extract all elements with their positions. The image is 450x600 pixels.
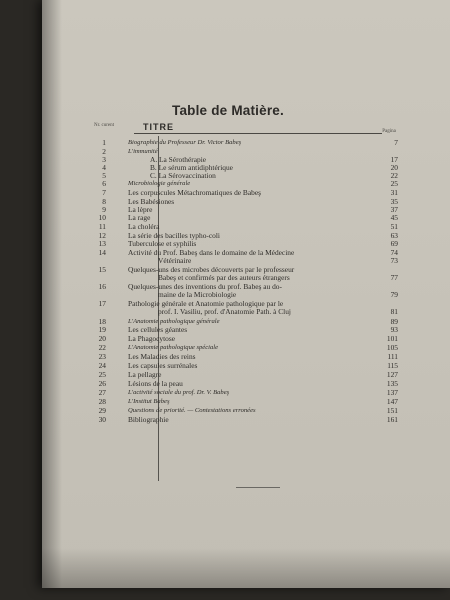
toc-row xyxy=(42,139,450,147)
toc-row-number: 14 xyxy=(98,248,106,257)
toc-row-page: 74 xyxy=(390,248,398,257)
toc-row-title: Microbiologie générale xyxy=(128,180,191,187)
toc-row-page: 147 xyxy=(386,397,398,406)
toc-row-title: Les cellules géantes xyxy=(128,325,188,334)
toc-row-number: 4 xyxy=(102,163,106,172)
toc-row-page: 63 xyxy=(390,231,398,240)
toc-row-number: 29 xyxy=(98,406,106,415)
toc-row-number: 12 xyxy=(98,231,106,240)
toc-row-title: Pathologie générale et Anatomie pathologique par le xyxy=(128,299,284,308)
toc-row-title: Biographie du Professeur Dr. Victor Babeş xyxy=(128,139,242,146)
toc-row-number: 28 xyxy=(98,397,106,406)
toc-row-title: Vétérinaire xyxy=(158,256,192,265)
toc-row-number: 27 xyxy=(98,388,106,397)
toc-row xyxy=(42,249,450,257)
toc-row-title: Tuberculose et syphilis xyxy=(128,239,197,248)
toc-row-number: 24 xyxy=(98,361,106,370)
toc-row-title: L'Anatomie pathologique spéciale xyxy=(128,344,219,351)
toc-row xyxy=(42,223,450,231)
toc-row-title: La lèpre xyxy=(128,205,153,214)
toc-row xyxy=(42,180,450,188)
toc-row-page: 127 xyxy=(386,370,398,379)
toc-row-page: 22 xyxy=(390,171,398,180)
toc-row-number: 16 xyxy=(98,282,106,291)
toc-row-number: 20 xyxy=(98,334,106,343)
toc-row-number: 10 xyxy=(98,213,106,222)
toc-row-page: 115 xyxy=(387,361,398,370)
toc-row-title: La série des bacilles typho-coli xyxy=(128,231,220,240)
toc-row-page: 37 xyxy=(390,205,398,214)
toc-row xyxy=(42,283,450,291)
toc-row xyxy=(42,214,450,222)
toc-row-title: Quelques-unes des inventions du prof. Babeş au do- xyxy=(128,282,282,291)
toc-row xyxy=(42,371,450,379)
column-header-page: Pagina xyxy=(382,129,396,134)
end-rule xyxy=(236,487,280,488)
toc-row-title: B. Le sérum antidiphtérique xyxy=(150,163,233,172)
toc-row-page: 69 xyxy=(390,239,398,248)
column-header-number: Nr. curent xyxy=(94,123,114,128)
toc-row-number: 11 xyxy=(98,222,106,231)
toc-row-page: 151 xyxy=(386,406,398,415)
header-rule xyxy=(134,133,382,134)
toc-row-number: 18 xyxy=(98,317,106,326)
toc-row-number: 8 xyxy=(102,197,106,206)
toc-row xyxy=(42,389,450,397)
toc-row-page: 7 xyxy=(394,138,398,147)
toc-row xyxy=(42,240,450,248)
toc-row xyxy=(42,353,450,361)
toc-row-number: 13 xyxy=(98,239,106,248)
toc-row-title: Les Babésiones xyxy=(128,197,175,206)
toc-row xyxy=(42,189,450,197)
toc-row-title: Les corpuscules Métachromatiques de Babeş xyxy=(128,188,261,197)
toc-row-number: 19 xyxy=(98,325,106,334)
toc-row-title: Activité du Prof. Babeş dans le domaine de la Médecine xyxy=(128,248,295,257)
toc-row-number: 17 xyxy=(98,299,106,308)
toc-row-title: C. La Sérovaccination xyxy=(150,171,216,180)
toc-row-page: 137 xyxy=(386,388,398,397)
toc-row-page: 89 xyxy=(390,317,398,326)
toc-row-number: 6 xyxy=(102,179,106,188)
toc-row-page: 45 xyxy=(390,213,398,222)
toc-row-title: maine de la Microbiologie xyxy=(158,290,237,299)
toc-row-page: 25 xyxy=(390,179,398,188)
toc-row-number: 26 xyxy=(98,379,106,388)
toc-row xyxy=(42,257,450,265)
toc-row-title: Les Maladies des reins xyxy=(128,352,196,361)
toc-row xyxy=(42,407,450,415)
toc-row-title: Bibliographie xyxy=(128,415,169,424)
toc-row-number: 23 xyxy=(98,352,106,361)
toc-row-number: 15 xyxy=(98,265,106,274)
toc-row-page: 51 xyxy=(390,222,398,231)
toc-row-page: 17 xyxy=(390,155,398,164)
toc-row-page: 79 xyxy=(390,290,398,299)
toc-row-number: 2 xyxy=(102,147,106,156)
toc-row-page: 77 xyxy=(390,273,398,282)
toc-row-title: A. La Sérothérapie xyxy=(150,155,207,164)
toc-row-number: 7 xyxy=(102,188,106,197)
toc-row xyxy=(42,335,450,343)
toc-row-title: Lésions de la peau xyxy=(128,379,183,388)
toc-row xyxy=(42,326,450,334)
toc-row xyxy=(42,344,450,352)
toc-row-title: La choléra xyxy=(128,222,160,231)
toc-row xyxy=(42,308,450,316)
toc-row-title: L'activité sociale du prof. Dr. V. Babeş xyxy=(128,389,230,396)
toc-row-page: 31 xyxy=(390,188,398,197)
toc-row-title: Babeş et confirmés par des auteurs étrangers xyxy=(158,273,290,282)
toc-row-number: 5 xyxy=(102,171,106,180)
toc-row-page: 111 xyxy=(387,352,398,361)
toc-row-page: 101 xyxy=(386,334,398,343)
page-title: Table de Matière. xyxy=(172,103,284,118)
toc-row xyxy=(42,291,450,299)
toc-row-number: 22 xyxy=(98,343,106,352)
toc-row-title: Les capsules surrénales xyxy=(128,361,198,370)
toc-row-title: Questions de priorité. — Contestations erronées xyxy=(128,407,256,414)
toc-row-number: 30 xyxy=(98,415,106,424)
toc-row-title: La rage xyxy=(128,213,151,222)
toc-row-number: 1 xyxy=(102,138,106,147)
toc-row-page: 161 xyxy=(386,415,398,424)
toc-row xyxy=(42,274,450,282)
toc-row-title: La Phagocytose xyxy=(128,334,175,343)
toc-row xyxy=(42,398,450,406)
toc-row-title: L'Institut Babeş xyxy=(128,398,170,405)
toc-row xyxy=(42,416,450,424)
column-header-title: TITRE xyxy=(143,122,174,132)
toc-row-page: 20 xyxy=(390,163,398,172)
toc-row-page: 35 xyxy=(390,197,398,206)
toc-row xyxy=(42,362,450,370)
toc-row-title: Quelques-uns des microbes découverts par le professeur xyxy=(128,265,295,274)
toc-row-page: 73 xyxy=(390,256,398,265)
toc-row-title: L'immunité xyxy=(128,148,158,155)
toc-row-page: 81 xyxy=(390,307,398,316)
book-page xyxy=(42,0,450,588)
toc-row-number: 3 xyxy=(102,155,106,164)
toc-row-page: 105 xyxy=(386,343,398,352)
toc-row-page: 135 xyxy=(386,379,398,388)
toc-row-title: L'Anatomie pathologique générale xyxy=(128,318,220,325)
bottom-shadow xyxy=(42,548,450,588)
toc-row xyxy=(42,380,450,388)
toc-row-page: 93 xyxy=(390,325,398,334)
toc-row-title: prof. I. Vasiliu, prof. d'Anatomie Path. à Cluj xyxy=(158,307,291,316)
toc-row-title: La pellagre xyxy=(128,370,162,379)
toc-row-number: 9 xyxy=(102,205,106,214)
toc-row-number: 25 xyxy=(98,370,106,379)
